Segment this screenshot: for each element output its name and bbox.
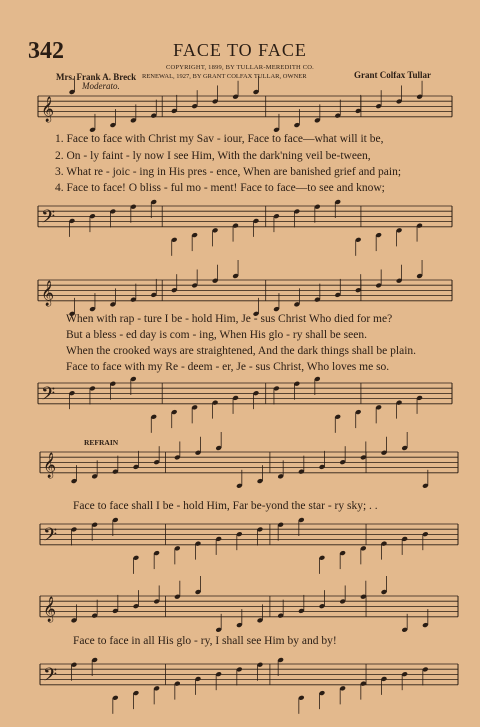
verse-3-part-1: 3. What re - joic - ing in His pres - ence, When are banished grief and pain; [55, 166, 402, 178]
verse-1-part-1: 1. Face to face with Christ my Sav - iour, Face to face—what will it be, [55, 133, 384, 145]
treble-clef: 𝄞 [43, 452, 57, 478]
tempo-marking: Moderato. [82, 81, 120, 91]
bass-clef: 𝄢 [43, 664, 58, 690]
refrain-line-2: Face to face in all His glo - ry, I shall see Him by and by! [73, 635, 337, 647]
verse-1-part-2: When with rap - ture I be - hold Him, Je - sus Christ Who died for me? [66, 313, 393, 325]
verse-2-part-2: But a bless - ed day is com - ing, When His glo - ry shall be seen. [66, 329, 367, 341]
verse-3-part-2: When the crooked ways are straightened, And the dark things shall be plain. [66, 345, 417, 357]
composer-credit: Grant Colfax Tullar [354, 70, 432, 80]
verse-4-part-2: Face to face with my Re - deem - er, Je - sus Christ, Who loves me so. [66, 361, 390, 373]
bass-clef: 𝄢 [41, 383, 56, 409]
refrain-label: REFRAIN [84, 438, 119, 447]
copyright-line: COPYRIGHT, 1899, BY TULLAR-MEREDITH CO. [166, 64, 314, 71]
treble-clef: 𝄞 [43, 596, 57, 622]
verse-4-part-1: 4. Face to face! O bliss - ful mo - ment! Face to face—to see and know; [55, 182, 385, 194]
treble-clef: 𝄞 [41, 280, 55, 306]
lyricist-credit: Mrs. Frank A. Breck [56, 72, 137, 82]
renewal-line: RENEWAL, 1927, BY GRANT COLFAX TULLAR, OWNER [142, 73, 307, 80]
refrain-line-1: Face to face shall I be - hold Him, Far be-yond the star - ry sky; . . [73, 500, 378, 512]
hymn-number: 342 [28, 38, 64, 64]
bass-clef: 𝄢 [41, 206, 56, 232]
treble-clef: 𝄞 [41, 96, 55, 122]
verse-2-part-1: 2. On - ly faint - ly now I see Him, With the dark'ning veil be-tween, [55, 150, 371, 162]
hymn-title: FACE TO FACE [173, 40, 307, 60]
bass-clef: 𝄢 [43, 524, 58, 550]
